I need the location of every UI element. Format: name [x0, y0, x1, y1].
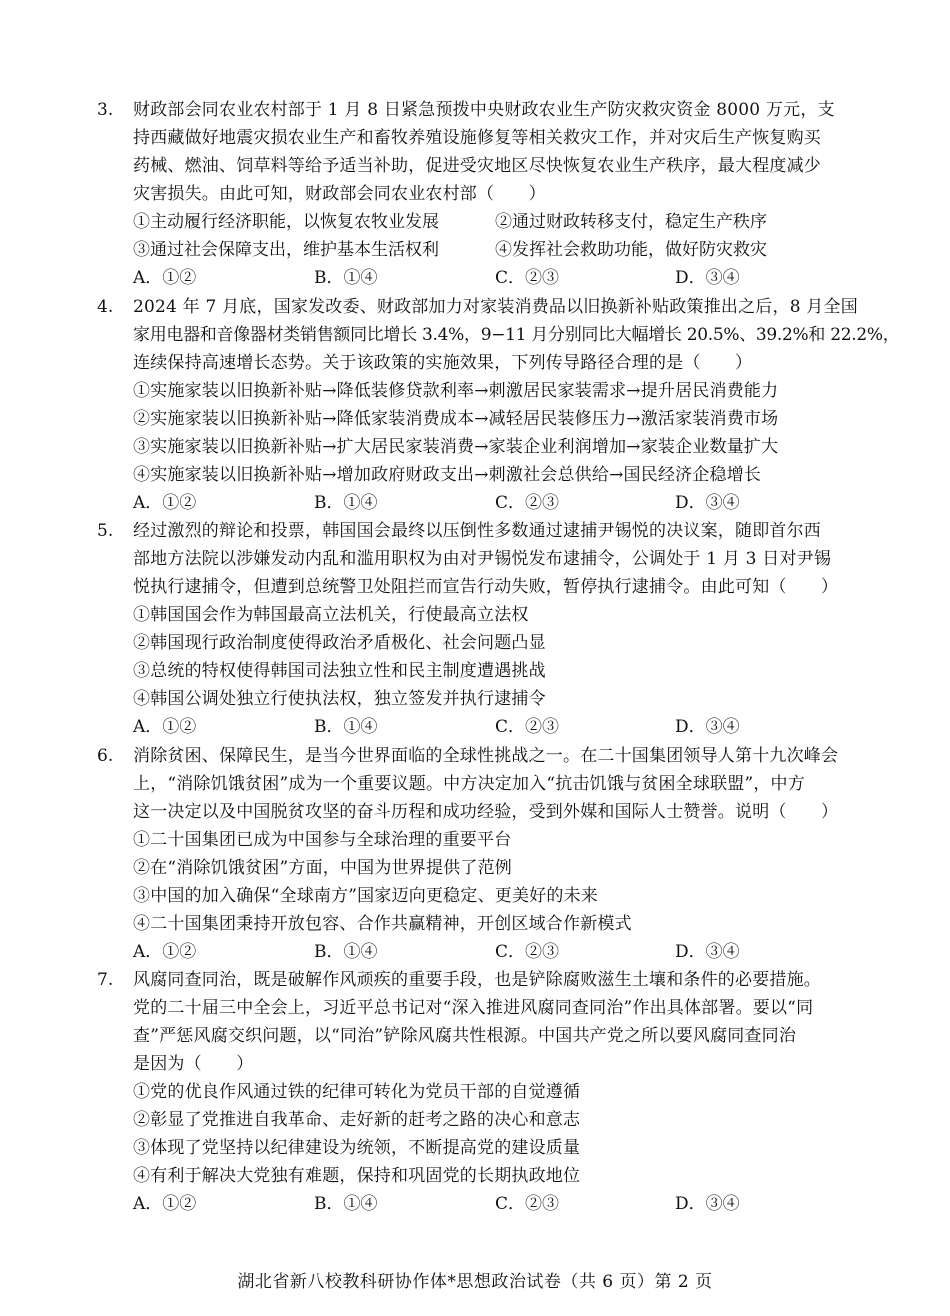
answer-choice-a: A．①② [133, 717, 197, 737]
answer-choice-d: D．③④ [675, 1194, 740, 1214]
answer-choice-b: B．①④ [314, 942, 378, 962]
question-stem-line: 悦执行逮捕令，但遭到总统警卫处阻拦而宣告行动失败，暂停执行逮捕令。由此可知（ ） [133, 577, 839, 597]
question-stem-line: 风腐同查同治，既是破解作风顽疾的重要手段，也是铲除腐败滋生土壤和条件的必要措施。 [133, 970, 821, 990]
statement-option: ①二十国集团已成为中国参与全球治理的重要平台 [133, 830, 512, 850]
question-stem-line: 部地方法院以涉嫌发动内乱和滥用职权为由对尹锡悦发布逮捕令，公调处于 1 月 3 日对尹锡 [133, 549, 832, 569]
statement-option: ④韩国公调处独立行使执法权，独立签发并执行逮捕令 [133, 689, 546, 709]
answer-choice-d: D．③④ [675, 942, 740, 962]
statement-option: ①实施家装以旧换新补贴→降低装修贷款利率→刺激居民家装需求→提升居民消费能力 [133, 381, 779, 401]
answer-choice-b: B．①④ [314, 268, 378, 288]
answer-choice-c: C．②③ [495, 942, 560, 962]
statement-option: ③体现了党坚持以纪律建设为统领，不断提高党的建设质量 [133, 1138, 581, 1158]
question-number: 6. [97, 746, 114, 766]
statement-option: ④有利于解决大党独有难题，保持和巩固党的长期执政地位 [133, 1166, 581, 1186]
question-stem-line: 家用电器和音像器材类销售额同比增长 3.4%，9−11 月分别同比大幅增长 20.5%、39.2%和 22.2%， [133, 325, 900, 345]
answer-choice-d: D．③④ [675, 717, 740, 737]
answer-choice-c: C．②③ [495, 1194, 560, 1214]
statement-option: ②韩国现行政治制度使得政治矛盾极化、社会问题凸显 [133, 633, 546, 653]
statement-option: ②彰显了党推进自我革命、走好新的赶考之路的决心和意志 [133, 1110, 581, 1130]
answer-choice-c: C．②③ [495, 268, 560, 288]
answer-choice-b: B．①④ [314, 1194, 378, 1214]
answer-choice-a: A．①② [133, 268, 197, 288]
question-stem-line: 财政部会同农业农村部于 1 月 8 日紧急预拨中央财政农业生产防灾救灾资金 8000 万元，支 [133, 100, 835, 120]
statement-option: ②通过财政转移支付，稳定生产秩序 [495, 212, 767, 232]
question-stem-line: 经过激烈的辩论和投票，韩国国会最终以压倒性多数通过逮捕尹锡悦的决议案，随即首尔西 [133, 521, 821, 541]
statement-option: ②实施家装以旧换新补贴→降低家装消费成本→减轻居民装修压力→激活家装消费市场 [133, 409, 779, 429]
statement-option: ①韩国国会作为韩国最高立法机关，行使最高立法权 [133, 605, 529, 625]
answer-choice-c: C．②③ [495, 717, 560, 737]
question-number: 5. [97, 521, 114, 541]
answer-choice-b: B．①④ [314, 717, 378, 737]
statement-option: ③通过社会保障支出，维护基本生活权利 [133, 240, 439, 260]
answer-choice-a: A．①② [133, 942, 197, 962]
question-stem-line: 连续保持高速增长态势。关于该政策的实施效果，下列传导路径合理的是（ ） [133, 353, 753, 373]
question-stem-line: 灾害损失。由此可知，财政部会同农业农村部（ ） [133, 184, 546, 204]
statement-option: ③实施家装以旧换新补贴→扩大居民家装消费→家装企业利润增加→家装企业数量扩大 [133, 437, 779, 457]
page-footer: 湖北省新八校教科研协作体*思想政治试卷（共 6 页）第 2 页 [237, 1272, 713, 1292]
question-stem-line: 上，“消除饥饿贫困”成为一个重要议题。中方决定加入“抗击饥饿与贫困全球联盟”，中方 [133, 774, 805, 794]
statement-option: ④二十国集团秉持开放包容、合作共赢精神，开创区域合作新模式 [133, 914, 632, 934]
question-stem-line: 消除贫困、保障民生，是当今世界面临的全球性挑战之一。在二十国集团领导人第十九次峰会 [133, 746, 839, 766]
statement-option: ③中国的加入确保“全球南方”国家迈向更稳定、更美好的未来 [133, 886, 598, 906]
statement-option: ③总统的特权使得韩国司法独立性和民主制度遭遇挑战 [133, 661, 546, 681]
question-number: 4. [97, 297, 114, 317]
question-number: 7. [97, 970, 114, 990]
answer-choice-d: D．③④ [675, 493, 740, 513]
question-stem-line: 党的二十届三中全会上，习近平总书记对“深入推进风腐同查同治”作出具体部署。要以“同 [133, 998, 814, 1018]
statement-option: ①党的优良作风通过铁的纪律可转化为党员干部的自觉遵循 [133, 1082, 581, 1102]
statement-option: ②在“消除饥饿贫困”方面，中国为世界提供了范例 [133, 858, 512, 878]
statement-option: ①主动履行经济职能，以恢复农牧业发展 [133, 212, 439, 232]
question-stem-line: 是因为（ ） [133, 1054, 254, 1074]
statement-option: ④实施家装以旧换新补贴→增加政府财政支出→刺激社会总供给→国民经济企稳增长 [133, 465, 762, 485]
question-stem-line: 这一决定以及中国脱贫攻坚的奋斗历程和成功经验，受到外媒和国际人士赞誉。说明（ ） [133, 802, 839, 822]
question-stem-line: 查”严惩风腐交织问题，以“同治”铲除风腐共性根源。中国共产党之所以要风腐同查同治 [133, 1026, 797, 1046]
question-stem-line: 2024 年 7 月底，国家发改委、财政部加力对家装消费品以旧换新补贴政策推出之后，8 月全国 [133, 297, 858, 317]
answer-choice-a: A．①② [133, 1194, 197, 1214]
question-stem-line: 药械、燃油、饲草料等给予适当补助，促进受灾地区尽快恢复农业生产秩序，最大程度减少 [133, 156, 821, 176]
answer-choice-d: D．③④ [675, 268, 740, 288]
question-number: 3. [97, 100, 114, 120]
statement-option: ④发挥社会救助功能，做好防灾救灾 [495, 240, 767, 260]
answer-choice-b: B．①④ [314, 493, 378, 513]
question-stem-line: 持西藏做好地震灾损农业生产和畜牧养殖设施修复等相关救灾工作，并对灾后生产恢复购买 [133, 128, 821, 148]
answer-choice-c: C．②③ [495, 493, 560, 513]
answer-choice-a: A．①② [133, 493, 197, 513]
